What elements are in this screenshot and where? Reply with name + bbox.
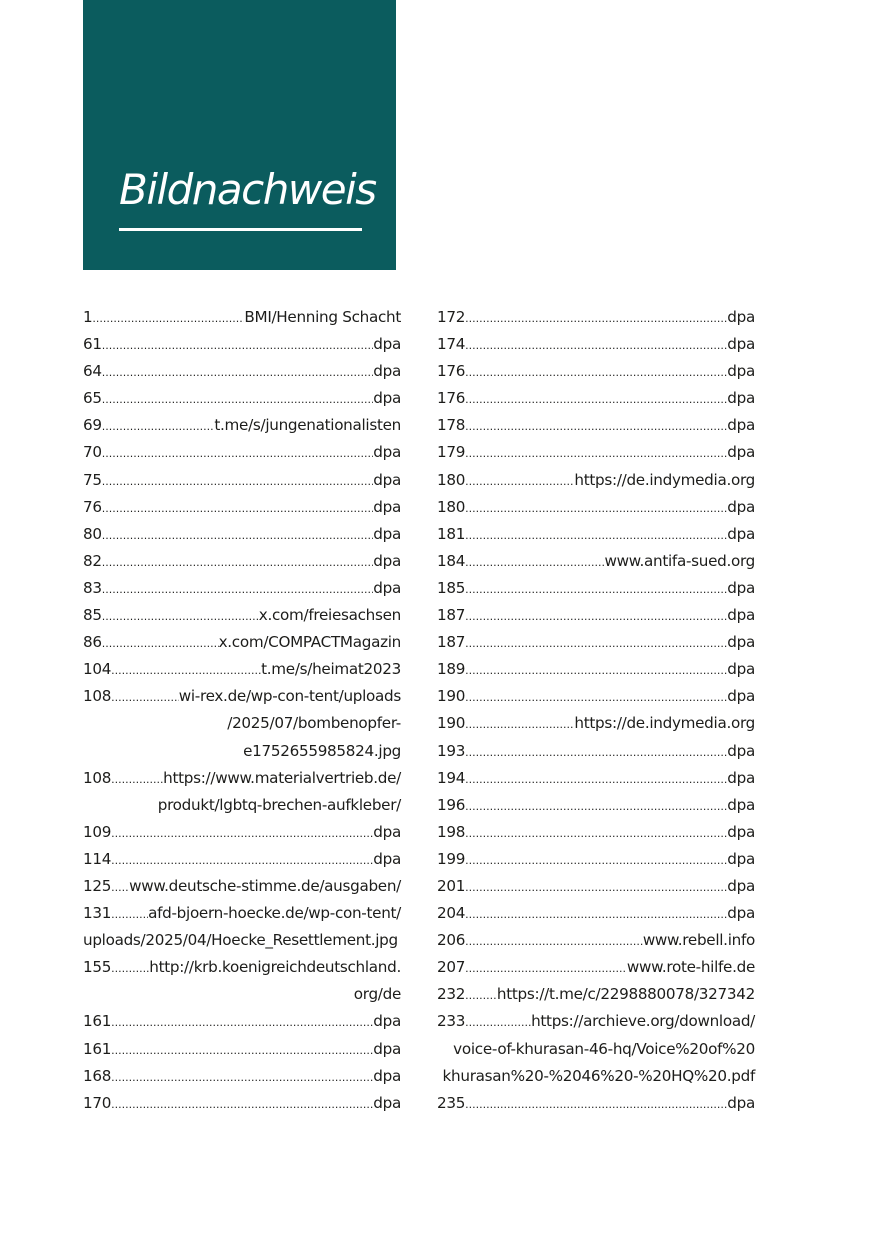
credit-line — [437, 738, 755, 765]
dot-leader — [465, 576, 727, 603]
dot-leader — [465, 603, 727, 630]
credit-line — [437, 358, 755, 385]
credit-line — [83, 521, 401, 548]
page-number: 1 — [83, 308, 93, 326]
credit-line — [83, 412, 401, 439]
dot-leader — [465, 793, 727, 820]
image-source: dpa — [727, 904, 755, 923]
page-number: 206 — [437, 931, 466, 950]
image-source: dpa — [727, 687, 755, 706]
credit-entry — [83, 1008, 401, 1035]
credit-entry — [437, 385, 755, 412]
page-number: 85 — [83, 606, 102, 625]
image-source: dpa — [373, 335, 401, 354]
page-number: 104 — [83, 660, 112, 679]
credit-line — [437, 629, 755, 656]
credit-line — [83, 602, 401, 629]
credit-entry — [83, 819, 401, 846]
image-source: dpa — [727, 741, 755, 760]
credit-entry — [437, 683, 755, 710]
credit-entry — [437, 927, 755, 954]
image-source: x.com/freiesachsen — [258, 606, 401, 625]
dot-leader — [92, 305, 244, 332]
credit-line — [83, 954, 401, 981]
image-source-continuation: e1752655985824.jpg — [243, 741, 401, 760]
dot-leader — [111, 874, 129, 901]
image-source: dpa — [727, 443, 755, 462]
credit-line — [83, 656, 401, 683]
page-number: 61 — [83, 335, 102, 354]
image-source: t.me/s/heimat2023 — [261, 660, 401, 679]
dot-leader — [111, 955, 149, 982]
dot-leader — [465, 874, 727, 901]
image-source: https://t.me/c/2298880078/327342 — [496, 985, 755, 1004]
credit-entry — [437, 656, 755, 683]
dot-leader — [465, 440, 727, 467]
page-number: 65 — [83, 389, 102, 408]
credit-line — [437, 954, 755, 981]
credit-line — [437, 548, 755, 575]
credit-entry — [437, 575, 755, 602]
credit-line — [437, 873, 755, 900]
credit-entry — [83, 331, 401, 358]
dot-leader — [111, 847, 373, 874]
image-source: dpa — [727, 849, 755, 868]
credit-line — [83, 467, 401, 494]
image-source-continuation: /2025/07/bombenopfer- — [227, 714, 401, 733]
image-source: dpa — [727, 578, 755, 597]
image-source: dpa — [373, 470, 401, 489]
dot-leader — [465, 305, 727, 332]
credit-entry — [437, 331, 755, 358]
credit-entry — [437, 710, 755, 737]
page-number: 114 — [83, 849, 112, 868]
credit-line — [437, 656, 755, 683]
credit-line — [437, 521, 755, 548]
credits-column-right — [437, 304, 755, 1117]
dot-leader — [465, 684, 727, 711]
credit-entry — [83, 656, 401, 683]
credit-entry — [437, 792, 755, 819]
dot-leader — [102, 576, 374, 603]
credit-entry — [83, 494, 401, 521]
credit-line — [83, 439, 401, 466]
page-number: 194 — [437, 768, 466, 787]
credit-entry — [83, 1036, 401, 1063]
page-number: 180 — [437, 497, 466, 516]
credit-entry — [83, 765, 401, 819]
image-source: dpa — [727, 335, 755, 354]
page-number: 86 — [83, 633, 102, 652]
page-number: 180 — [437, 470, 466, 489]
page-number: 161 — [83, 1039, 112, 1058]
credit-line — [437, 439, 755, 466]
page-number: 168 — [83, 1066, 112, 1085]
credit-entry — [437, 846, 755, 873]
dot-leader — [111, 1009, 373, 1036]
credit-entry — [83, 629, 401, 656]
page-number: 196 — [437, 795, 466, 814]
image-source: dpa — [727, 606, 755, 625]
credit-line — [83, 683, 401, 710]
credit-entry — [437, 765, 755, 792]
credit-entry — [437, 358, 755, 385]
image-source: dpa — [373, 1039, 401, 1058]
dot-leader — [465, 630, 727, 657]
page-number: 187 — [437, 633, 466, 652]
image-source: dpa — [727, 362, 755, 381]
page-number: 172 — [437, 308, 466, 326]
title-underline — [119, 228, 362, 231]
image-source-continuation: uploads/2025/04/Hoecke_Resettlement.jpg — [83, 931, 398, 950]
credit-entry — [437, 900, 755, 927]
credit-line — [437, 683, 755, 710]
credit-entry — [437, 602, 755, 629]
dot-leader — [102, 440, 374, 467]
credit-line — [83, 385, 401, 412]
dot-leader — [465, 1091, 727, 1118]
credit-line — [437, 467, 755, 494]
page-number: 64 — [83, 362, 102, 381]
dot-leader — [465, 549, 604, 576]
dot-leader — [465, 928, 643, 955]
credit-entry — [83, 467, 401, 494]
page-number: 80 — [83, 524, 102, 543]
credit-line — [437, 792, 755, 819]
page-number: 108 — [83, 687, 112, 706]
credit-entry — [83, 439, 401, 466]
page-number: 190 — [437, 714, 466, 733]
credit-line — [437, 710, 755, 737]
credit-line — [437, 1008, 755, 1035]
image-source: x.com/COMPACTMagazin — [218, 633, 401, 652]
dot-leader — [465, 820, 727, 847]
page-number: 193 — [437, 741, 466, 760]
credit-line — [83, 629, 401, 656]
credit-line — [437, 331, 755, 358]
credit-line — [83, 846, 401, 873]
credit-line — [83, 1063, 401, 1090]
credit-entry — [83, 358, 401, 385]
page-number: 155 — [83, 958, 112, 977]
credit-entry — [437, 548, 755, 575]
dot-leader — [465, 332, 727, 359]
page-number: 75 — [83, 470, 102, 489]
image-source: dpa — [373, 1093, 401, 1112]
image-source: dpa — [373, 1012, 401, 1031]
credit-entry — [437, 1008, 755, 1089]
dot-leader — [465, 386, 727, 413]
page-number: 70 — [83, 443, 102, 462]
credit-entry — [83, 412, 401, 439]
image-source: afd-bjoern-hoecke.de/wp-con-tent/ — [148, 904, 401, 923]
image-source: dpa — [727, 633, 755, 652]
credit-entry — [83, 683, 401, 764]
dot-leader — [111, 1091, 373, 1118]
page-number: 233 — [437, 1012, 466, 1031]
image-source: dpa — [727, 876, 755, 895]
image-source: www.antifa-sued.org — [604, 551, 755, 570]
credit-line — [83, 304, 401, 331]
page-title: Bildnachweis — [119, 165, 376, 214]
credit-line — [437, 575, 755, 602]
dot-leader — [465, 359, 727, 386]
credits-column-left — [83, 304, 401, 1117]
credit-line — [437, 981, 755, 1008]
credit-entry — [437, 304, 755, 331]
page-number: 198 — [437, 822, 466, 841]
dot-leader — [102, 522, 374, 549]
image-source: dpa — [727, 660, 755, 679]
dot-leader — [102, 332, 374, 359]
image-source: dpa — [727, 497, 755, 516]
dot-leader — [111, 901, 148, 928]
image-source: dpa — [373, 578, 401, 597]
dot-leader — [465, 1009, 531, 1036]
image-source: BMI/Henning Schacht — [244, 308, 401, 326]
credit-line — [83, 548, 401, 575]
image-source-continuation: org/de — [353, 985, 401, 1004]
credit-entry — [437, 439, 755, 466]
dot-leader — [111, 1064, 373, 1091]
image-source-continuation: produkt/lgbtq-brechen-aufkleber/ — [157, 795, 401, 814]
credit-line — [437, 602, 755, 629]
page-number: 179 — [437, 443, 466, 462]
credit-entry — [83, 304, 401, 331]
credit-line — [437, 385, 755, 412]
image-source: dpa — [373, 524, 401, 543]
image-source: https://de.indymedia.org — [574, 470, 755, 489]
credit-line — [437, 412, 755, 439]
dot-leader — [102, 603, 259, 630]
dot-leader — [102, 413, 215, 440]
dot-leader — [111, 657, 261, 684]
credit-entry — [437, 954, 755, 981]
credit-entry — [83, 954, 401, 1008]
page-number: 232 — [437, 985, 466, 1004]
image-source-continuation: khurasan%20-%2046%20-%20HQ%20.pdf — [442, 1066, 755, 1085]
credit-line — [83, 494, 401, 521]
page-number: 201 — [437, 876, 466, 895]
page-number: 109 — [83, 822, 112, 841]
image-source: dpa — [373, 1066, 401, 1085]
credit-line — [437, 494, 755, 521]
image-source: https://de.indymedia.org — [574, 714, 755, 733]
credit-line — [437, 927, 755, 954]
credit-entry — [83, 602, 401, 629]
page-number: 82 — [83, 551, 102, 570]
page-number: 184 — [437, 551, 466, 570]
dot-leader — [465, 522, 727, 549]
credit-entry — [437, 494, 755, 521]
image-source: www.deutsche-stimme.de/ausgaben/ — [129, 876, 401, 895]
credit-line — [83, 331, 401, 358]
image-source: dpa — [727, 1093, 755, 1112]
dot-leader — [111, 684, 179, 711]
image-source: dpa — [373, 362, 401, 381]
dot-leader — [111, 1037, 373, 1064]
dot-leader — [465, 711, 574, 738]
dot-leader — [465, 468, 574, 495]
page-number: 69 — [83, 416, 102, 435]
dot-leader — [111, 766, 163, 793]
credit-line — [83, 575, 401, 602]
credit-line — [437, 1090, 755, 1117]
page-number: 235 — [437, 1093, 466, 1112]
credit-line — [437, 765, 755, 792]
dot-leader — [102, 495, 374, 522]
credit-entry — [437, 467, 755, 494]
page-number: 187 — [437, 606, 466, 625]
credit-line — [83, 358, 401, 385]
credit-line — [83, 1036, 401, 1063]
dot-leader — [102, 630, 219, 657]
page-number: 190 — [437, 687, 466, 706]
credit-entry — [437, 412, 755, 439]
credit-line — [437, 846, 755, 873]
credit-entry — [83, 1090, 401, 1117]
dot-leader — [465, 495, 727, 522]
credit-entry — [437, 819, 755, 846]
image-source: http://krb.koenigreichdeutschland. — [149, 958, 401, 977]
credit-line — [437, 304, 755, 331]
dot-leader — [465, 413, 727, 440]
page-number: 108 — [83, 768, 112, 787]
dot-leader — [465, 657, 727, 684]
page-number: 178 — [437, 416, 466, 435]
dot-leader — [102, 386, 374, 413]
dot-leader — [102, 468, 374, 495]
credit-entry — [437, 981, 755, 1008]
credit-entry — [83, 873, 401, 900]
page-number: 131 — [83, 904, 112, 923]
page-number: 125 — [83, 876, 112, 895]
dot-leader — [102, 359, 374, 386]
image-source: dpa — [373, 822, 401, 841]
credit-line — [437, 819, 755, 846]
image-source: dpa — [373, 443, 401, 462]
credit-line — [83, 900, 401, 927]
credit-entry — [437, 738, 755, 765]
dot-leader — [465, 955, 627, 982]
credit-entry — [83, 575, 401, 602]
page-number: 185 — [437, 578, 466, 597]
credit-line — [83, 1090, 401, 1117]
image-source: dpa — [727, 308, 755, 326]
dot-leader — [465, 739, 727, 766]
page-number: 207 — [437, 958, 466, 977]
image-source: dpa — [373, 389, 401, 408]
page-number: 204 — [437, 904, 466, 923]
image-source: dpa — [727, 822, 755, 841]
dot-leader — [465, 901, 727, 928]
credit-entry — [83, 521, 401, 548]
image-source: dpa — [373, 849, 401, 868]
credit-line — [437, 900, 755, 927]
image-source: www.rebell.info — [642, 931, 755, 950]
dot-leader — [465, 847, 727, 874]
credit-entry — [437, 873, 755, 900]
dot-leader — [465, 982, 497, 1009]
image-source-continuation: voice-of-khurasan-46-hq/Voice%20of%20 — [453, 1039, 755, 1058]
image-source: t.me/s/jungenationalisten — [214, 416, 401, 435]
dot-leader — [465, 766, 727, 793]
credit-entry — [437, 521, 755, 548]
credit-line — [83, 873, 401, 900]
page-number: 189 — [437, 660, 466, 679]
credit-entry — [83, 385, 401, 412]
dot-leader — [102, 549, 374, 576]
credit-entry — [83, 548, 401, 575]
page-number: 161 — [83, 1012, 112, 1031]
image-source: https://archieve.org/download/ — [531, 1012, 755, 1031]
credit-entry — [83, 846, 401, 873]
image-source: https://www.materialvertrieb.de/ — [163, 768, 401, 787]
credit-entry — [83, 900, 401, 954]
credit-entry — [437, 1090, 755, 1117]
image-source: www.rote-hilfe.de — [626, 958, 755, 977]
page-number: 181 — [437, 524, 466, 543]
credit-line — [83, 1008, 401, 1035]
dot-leader — [111, 820, 373, 847]
page-number: 76 — [83, 497, 102, 516]
page-number: 174 — [437, 335, 466, 354]
image-source: dpa — [727, 416, 755, 435]
page-number: 176 — [437, 389, 466, 408]
image-source: dpa — [727, 524, 755, 543]
image-source: dpa — [727, 795, 755, 814]
page-number: 83 — [83, 578, 102, 597]
credit-line — [83, 819, 401, 846]
image-source: dpa — [373, 551, 401, 570]
image-source: dpa — [727, 389, 755, 408]
page-number: 176 — [437, 362, 466, 381]
image-source: wi-rex.de/wp-con-tent/uploads — [178, 687, 401, 706]
page-number: 170 — [83, 1093, 112, 1112]
credit-entry — [437, 629, 755, 656]
image-source: dpa — [727, 768, 755, 787]
title-block — [83, 0, 396, 270]
image-source: dpa — [373, 497, 401, 516]
credit-line — [83, 765, 401, 792]
credit-entry — [83, 1063, 401, 1090]
page-number: 199 — [437, 849, 466, 868]
